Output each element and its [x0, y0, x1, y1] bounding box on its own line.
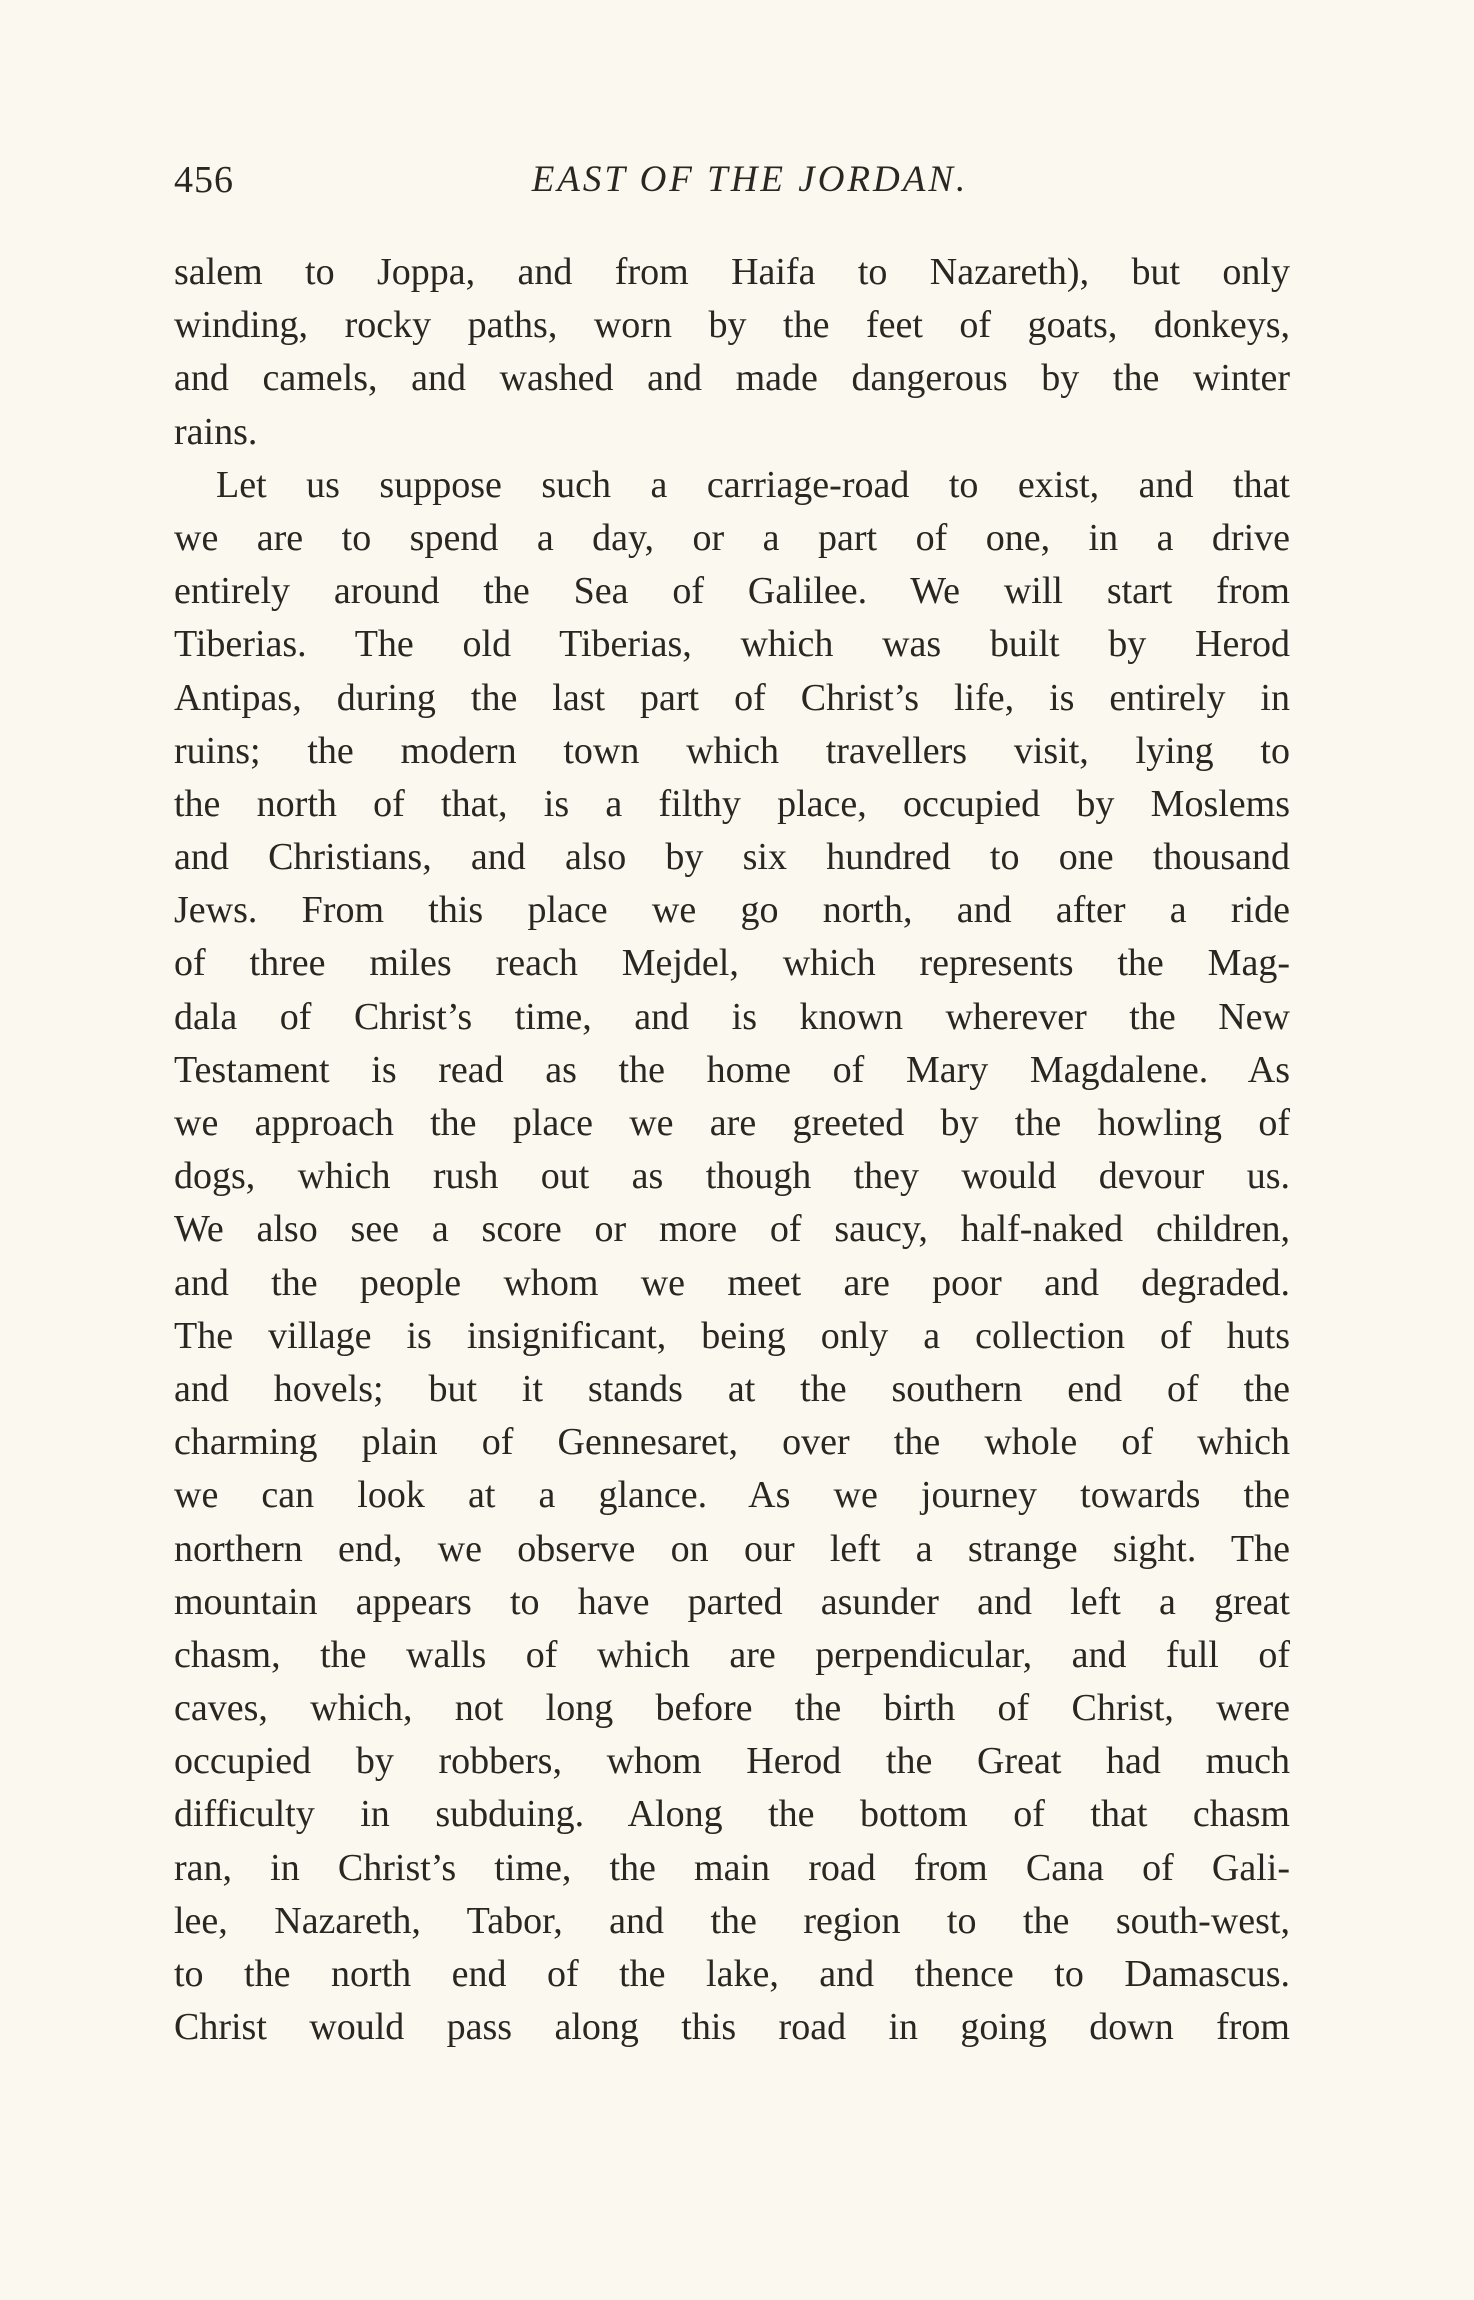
text-line: charming plain of Gennesaret, over the whole of which [174, 1421, 1290, 1464]
text-line: northern end, we observe on our left a strange sight. The [174, 1527, 1290, 1570]
text-line: the north of that, is a filthy place, occupied by Moslems [174, 782, 1290, 825]
text-line: lee, Nazareth, Tabor, and the region to the south-west, [174, 1899, 1290, 1942]
text-line: salem to Joppa, and from Haifa to Nazareth), but only [174, 251, 1290, 293]
text-line: Jews. From this place we go north, and after a ride [174, 889, 1290, 932]
text-line: entirely around the Sea of Galilee. We will start from [174, 570, 1290, 613]
text-line: Testament is read as the home of Mary Magdalene. As [174, 1048, 1290, 1091]
text-line: of three miles reach Mejdel, which represents the Mag- [174, 942, 1290, 985]
text-line: and camels, and washed and made dangerous by the winter [174, 357, 1290, 400]
text-line: to the north end of the lake, and thence to Damascus. [174, 1953, 1290, 1995]
running-title: EAST OF THE JORDAN. [531, 159, 969, 200]
text-line: chasm, the walls of which are perpendicular, and full of [174, 1633, 1290, 1676]
text-line: mountain appears to have parted asunder and left a great [174, 1580, 1290, 1623]
text-line: winding, rocky paths, worn by the feet of goats, donkeys, [174, 304, 1290, 347]
text-line: and Christians, and also by six hundred to one thousand [174, 836, 1290, 879]
text-line: ruins; the modern town which travellers visit, lying to [174, 729, 1290, 772]
text-line: we are to spend a day, or a part of one, in a drive [174, 516, 1290, 559]
text-line: rains. [174, 410, 258, 453]
text-line: we can look at a glance. As we journey towards the [174, 1474, 1290, 1517]
text-line: dogs, which rush out as though they would devour us. [174, 1155, 1290, 1198]
text-line: Let us suppose such a carriage-road to exist, and that [216, 463, 1290, 506]
text-line: caves, which, not long before the birth of Christ, were [174, 1687, 1290, 1730]
body-text [174, 246, 1290, 2054]
running-head [174, 150, 1290, 210]
text-line: ran, in Christ’s time, the main road from Cana of Gali- [174, 1846, 1290, 1889]
text-line: and hovels; but it stands at the southern end of the [174, 1367, 1290, 1410]
text-line: dala of Christ’s time, and is known wherever the New [174, 995, 1290, 1038]
text-line: Antipas, during the last part of Christ’s life, is entirely in [174, 676, 1290, 719]
text-line: Christ would pass along this road in going down from [174, 2006, 1290, 2049]
page-number: 456 [174, 159, 234, 201]
text-line: we approach the place we are greeted by the howling of [174, 1102, 1290, 1144]
text-line: difficulty in subduing. Along the bottom of that chasm [174, 1793, 1290, 1836]
text-line: occupied by robbers, whom Herod the Great had much [174, 1740, 1290, 1783]
text-line: We also see a score or more of saucy, half-naked children, [174, 1208, 1290, 1251]
text-line: and the people whom we meet are poor and degraded. [174, 1261, 1290, 1304]
text-line: Tiberias. The old Tiberias, which was built by Herod [174, 623, 1290, 666]
text-line: The village is insignificant, being only a collection of huts [174, 1314, 1290, 1357]
